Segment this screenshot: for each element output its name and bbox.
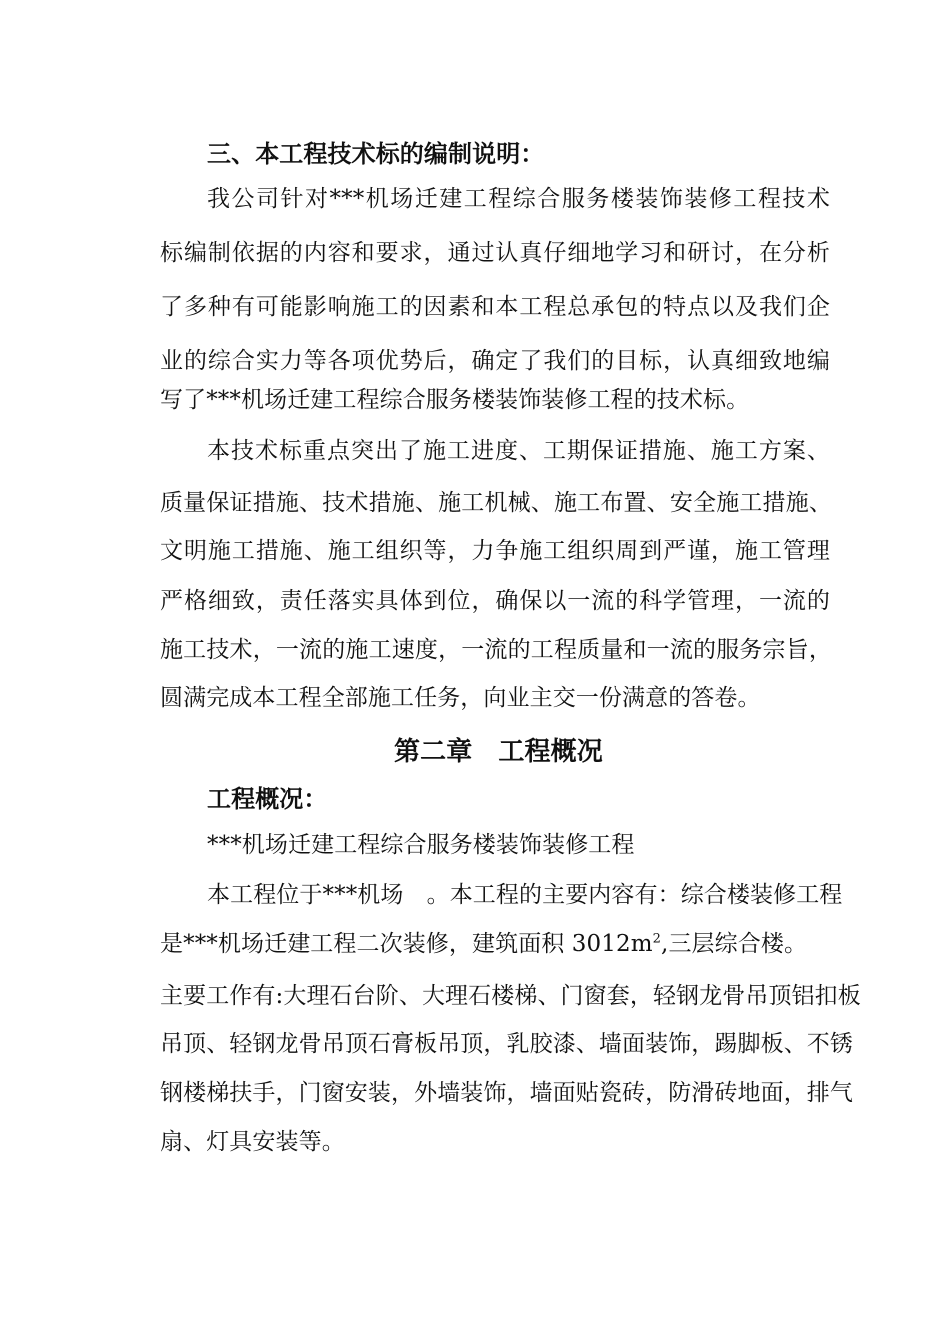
paragraph-line: 本技术标重点突出了施工进度、工期保证措施、施工方案、 bbox=[207, 438, 830, 464]
paragraph-line: 主要工作有:大理石台阶、大理石楼梯、门窗套，轻钢龙骨吊顶铝扣板 bbox=[160, 983, 861, 1009]
paragraph-line: 圆满完成本工程全部施工任务，向业主交一份满意的答卷。 bbox=[160, 685, 761, 711]
paragraph-line: 本工程位于***机场 。本工程的主要内容有：综合楼装修工程 bbox=[207, 882, 843, 908]
paragraph-line: 我公司针对***机场迁建工程综合服务楼装饰装修工程技术 bbox=[207, 186, 830, 212]
section-subheading: 工程概况： bbox=[207, 785, 328, 813]
paragraph-line: 吊顶、轻钢龙骨吊顶石膏板吊顶，乳胶漆、墙面装饰，踢脚板、不锈 bbox=[160, 1031, 853, 1057]
paragraph-line: 文明施工措施、施工组织等，力争施工组织周到严谨，施工管理 bbox=[160, 538, 830, 564]
section-heading: 三、本工程技术标的编制说明： bbox=[207, 140, 545, 168]
paragraph-line: 质量保证措施、技术措施、施工机械、施工布置、安全施工措施、 bbox=[160, 490, 832, 516]
paragraph-line: 扇、灯具安装等。 bbox=[160, 1129, 345, 1155]
chapter-title: 第二章 工程概况 bbox=[394, 737, 603, 767]
paragraph-line: 施工技术，一流的施工速度，一流的工程质量和一流的服务宗旨， bbox=[160, 637, 832, 663]
paragraph-line: 钢楼梯扶手，门窗安装，外墙装饰，墙面贴瓷砖，防滑砖地面，排气 bbox=[160, 1080, 853, 1106]
project-name: ***机场迁建工程综合服务楼装饰装修工程 bbox=[207, 832, 635, 858]
paragraph-line: 业的综合实力等各项优势后，确定了我们的目标，认真细致地编 bbox=[160, 348, 830, 374]
superscript: 2 bbox=[652, 931, 662, 947]
paragraph-line: 标编制依据的内容和要求，通过认真仔细地学习和研讨，在分析 bbox=[160, 240, 830, 266]
paragraph-line: 是***机场迁建工程二次装修，建筑面积 $3012m^2$,三层综合楼。 bbox=[160, 931, 808, 957]
paragraph-line: 严格细致，责任落实具体到位，确保以一流的科学管理，一流的 bbox=[160, 588, 830, 614]
paragraph-line: 了多种有可能影响施工的因素和本工程总承包的特点以及我们企 bbox=[160, 294, 830, 320]
paragraph-line: 写了***机场迁建工程综合服务楼装饰装修工程的技术标。 bbox=[160, 387, 750, 413]
